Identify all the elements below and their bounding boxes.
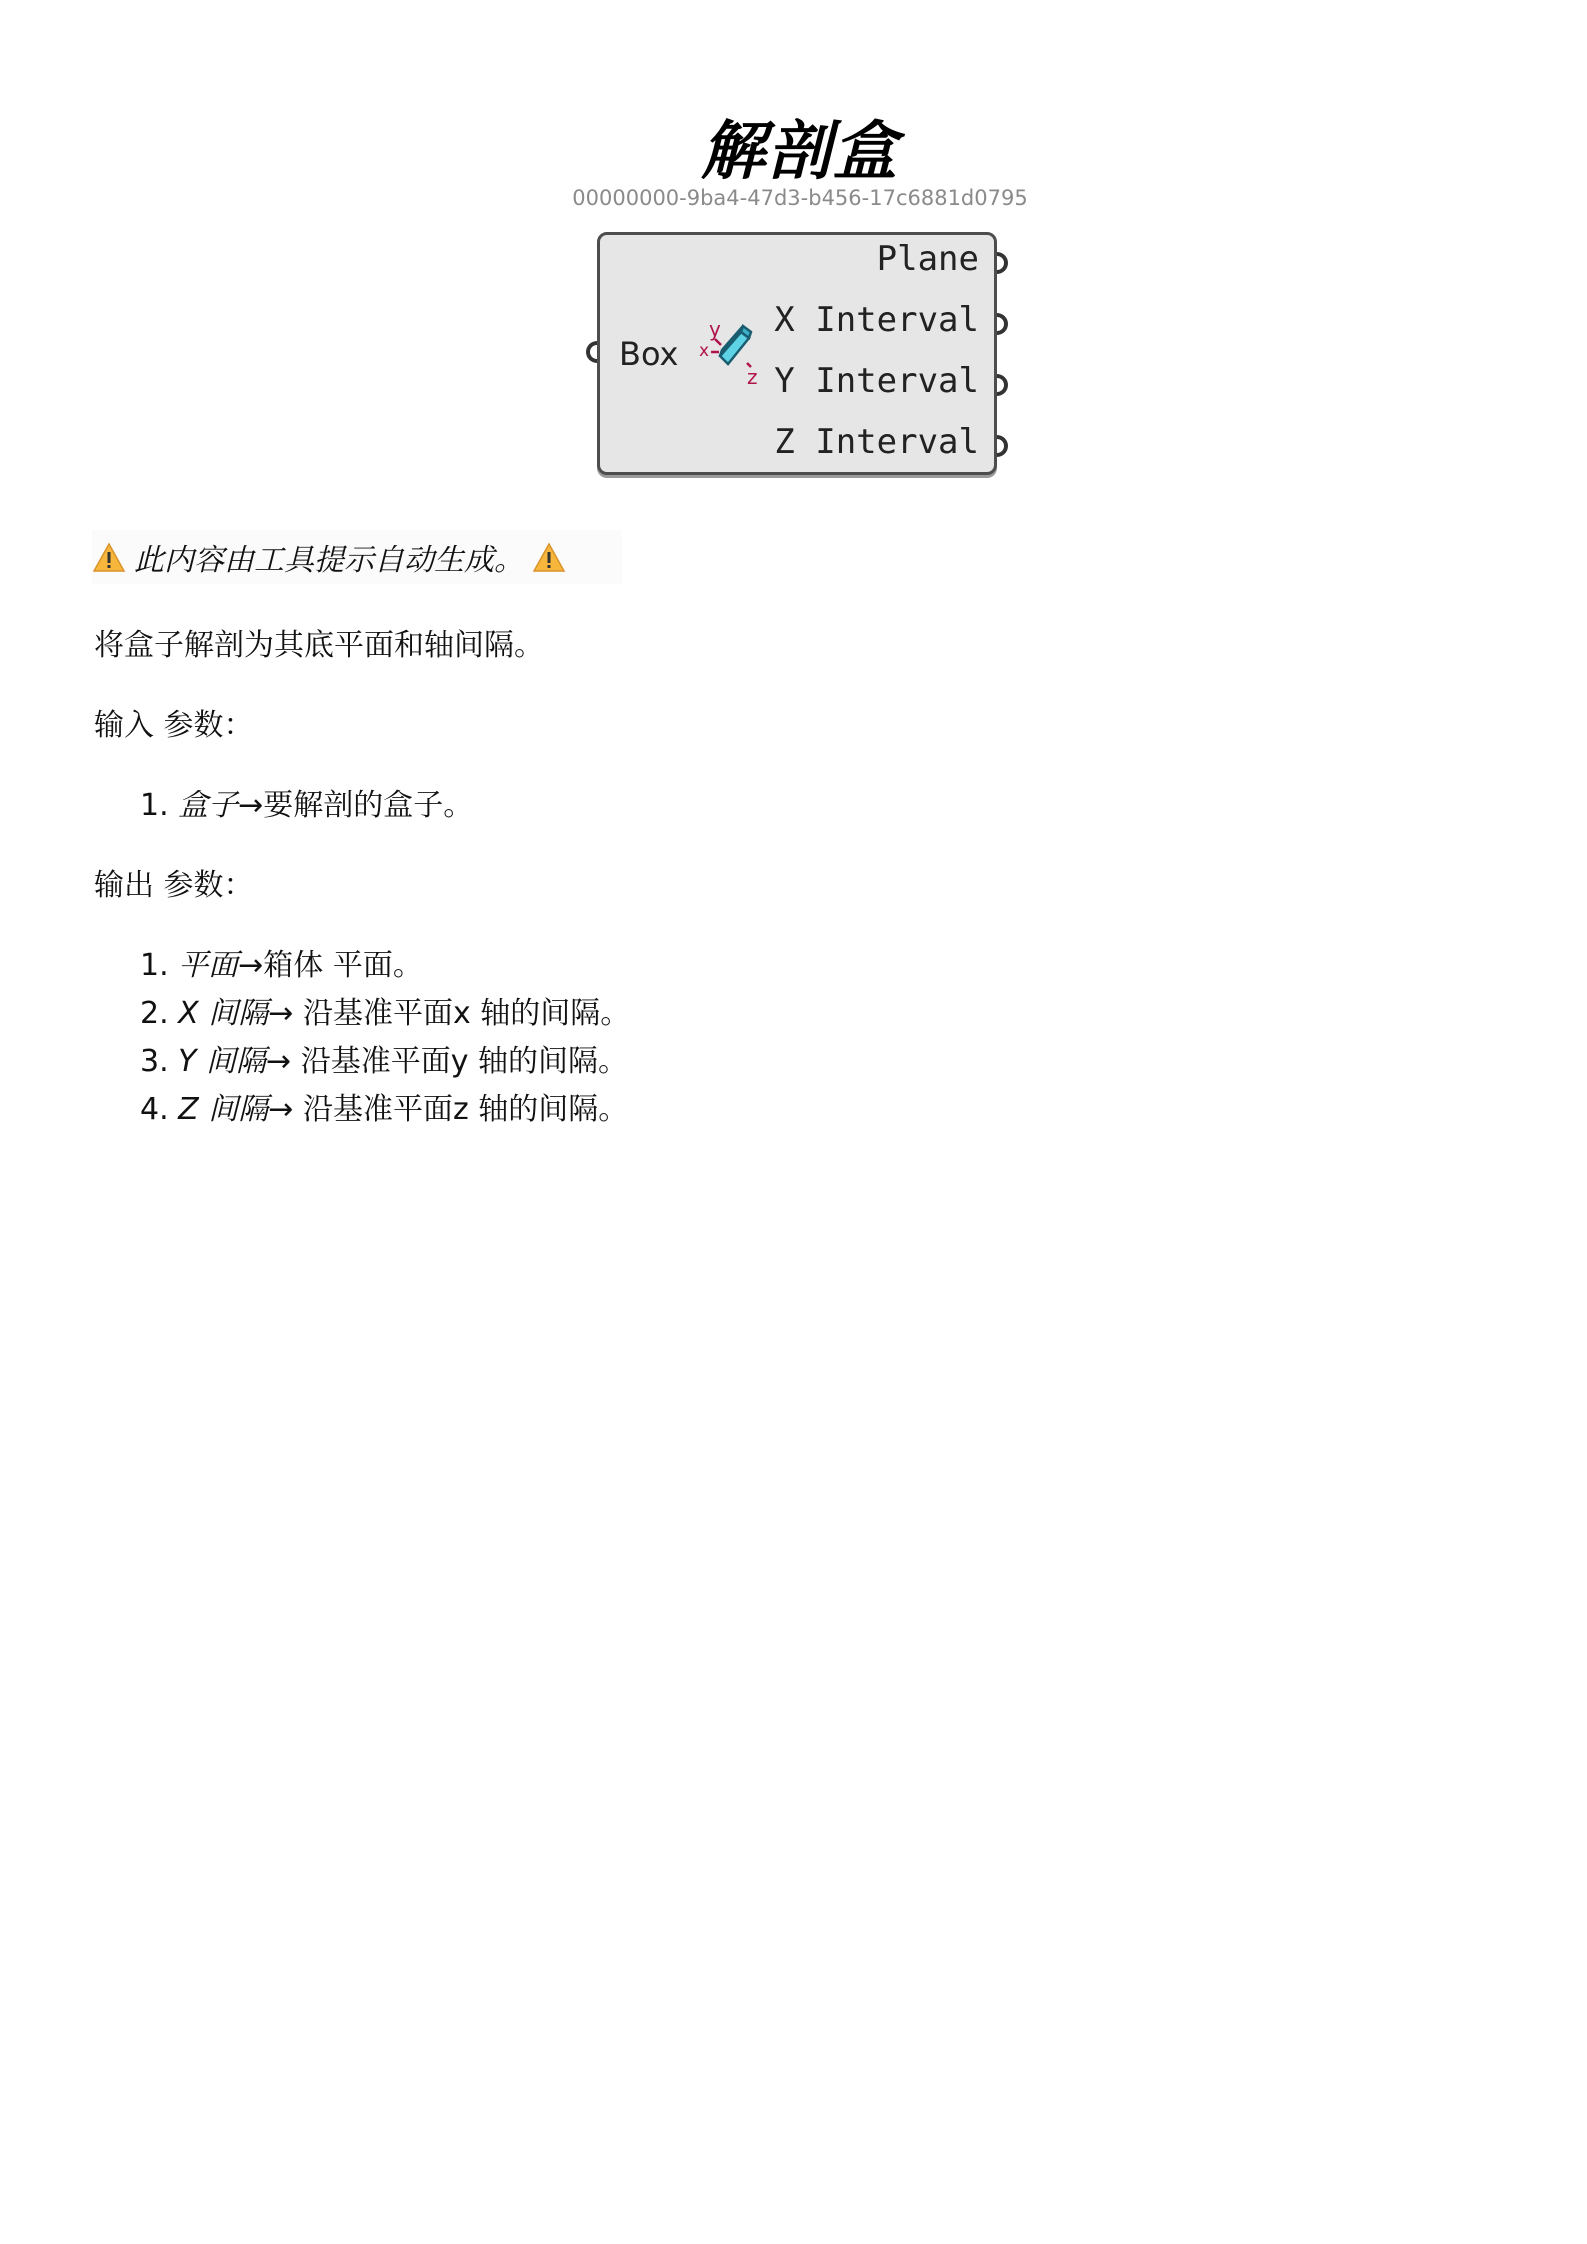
- input-port-box[interactable]: [586, 341, 597, 363]
- param-desc: → 沿基准平面y 轴的间隔。: [266, 1044, 629, 1079]
- input-label-box: Box: [619, 335, 679, 373]
- list-number: 1.: [140, 788, 169, 823]
- component-guid: 00000000-9ba4-47d3-b456-17c6881d0795: [572, 186, 1028, 210]
- output-label-z-interval: Z Interval: [774, 422, 979, 462]
- warning-icon: [92, 541, 126, 573]
- input-item: [140, 780, 473, 824]
- param-desc: → 沿基准平面x 轴的间隔。: [268, 996, 631, 1031]
- param-desc: →要解剖的盒子。: [238, 788, 474, 823]
- output-port-y-interval[interactable]: [997, 374, 1008, 396]
- param-name: X 间隔: [178, 996, 269, 1031]
- icon-z-label: z: [747, 365, 758, 389]
- warning-text: 此内容由工具提示自动生成。: [134, 543, 524, 578]
- warning-icon: [532, 541, 566, 573]
- output-port-x-interval[interactable]: [997, 313, 1008, 335]
- outputs-heading: 输出 参数：: [94, 868, 254, 903]
- output-item: [140, 940, 423, 984]
- component-node[interactable]: [597, 232, 1001, 479]
- output-label-x-interval: X Interval: [774, 300, 979, 340]
- output-item: [140, 988, 630, 1032]
- list-number: 4.: [140, 1092, 169, 1127]
- param-name: Z 间隔: [178, 1092, 269, 1127]
- description: 将盒子解剖为其底平面和轴间隔。: [94, 628, 544, 663]
- param-desc: →箱体 平面。: [238, 948, 423, 983]
- icon-x-label: x: [699, 341, 710, 361]
- param-name: 平面: [178, 948, 239, 983]
- icon-y-label: y: [709, 317, 721, 341]
- auto-generated-warning: [92, 530, 622, 584]
- output-item: [140, 1084, 628, 1128]
- list-number: 3.: [140, 1044, 169, 1079]
- page-title: 解剖盒: [701, 115, 899, 189]
- param-name: 盒子: [178, 788, 239, 823]
- output-label-y-interval: Y Interval: [774, 361, 979, 401]
- deconstruct-box-icon: [685, 312, 765, 392]
- param-desc: → 沿基准平面z 轴的间隔。: [268, 1092, 629, 1127]
- param-name: Y 间隔: [178, 1044, 267, 1079]
- output-port-z-interval[interactable]: [997, 435, 1008, 457]
- inputs-heading: 输入 参数：: [94, 708, 254, 743]
- output-item: [140, 1036, 628, 1080]
- output-label-plane: Plane: [876, 239, 979, 279]
- list-number: 2.: [140, 996, 169, 1031]
- output-port-plane[interactable]: [997, 252, 1008, 274]
- list-number: 1.: [140, 948, 169, 983]
